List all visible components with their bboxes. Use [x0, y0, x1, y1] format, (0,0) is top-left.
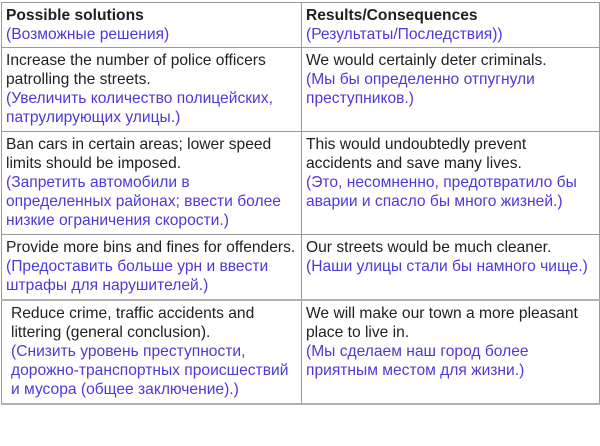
header-results-ru: (Результаты/Последствия)) — [306, 26, 503, 43]
header-solutions-ru: (Возможные решения) — [6, 26, 170, 43]
result-text-ru: (Мы сделаем наш город более приятным местом для жизни.) — [306, 343, 529, 379]
solution-text-ru: (Снизить уровень преступности, дорожно-транспортных происшествий и мусора (общее заключение).) — [11, 343, 289, 398]
solution-text-ru: (Запретить автомобили в определенных районах; ввести более низкие ограничения скорости.) — [6, 174, 281, 229]
table-row — [2, 235, 600, 301]
table-row — [2, 48, 600, 132]
solution-text-en: Provide more bins and fines for offenders. — [6, 239, 296, 256]
result-cell — [302, 132, 600, 235]
header-cell-solutions — [2, 3, 302, 48]
table-row — [2, 132, 600, 235]
solution-text-ru: (Предоставить больше урн и ввести штрафы для нарушителей.) — [6, 258, 269, 294]
solution-cell — [2, 300, 302, 404]
solution-text-en: Ban cars in certain areas; lower speed limits should be imposed. — [6, 136, 272, 172]
result-text-ru: (Это, несомненно, предотвратило бы аварии и спасло бы много жизней.) — [306, 174, 577, 210]
result-text-en: Our streets would be much cleaner. — [306, 239, 552, 256]
result-cell — [302, 300, 600, 404]
table-header-row — [2, 3, 600, 48]
result-cell — [302, 48, 600, 132]
header-results-en: Results/Consequences — [306, 7, 478, 24]
solutions-table — [1, 2, 600, 405]
result-cell — [302, 235, 600, 301]
table-row — [2, 300, 600, 404]
header-cell-results — [302, 3, 600, 48]
result-text-en: We will make our town a more pleasant place to live in. — [306, 305, 578, 341]
result-text-ru: (Наши улицы стали бы намного чище.) — [306, 258, 588, 275]
result-text-ru: (Мы бы определенно отпугнули преступников.) — [306, 71, 535, 107]
header-solutions-en: Possible solutions — [6, 7, 144, 24]
solution-cell — [2, 48, 302, 132]
result-text-en: We would certainly deter criminals. — [306, 52, 547, 69]
solution-cell — [2, 235, 302, 301]
solution-text-ru: (Увеличить количество полицейских, патрулирующих улицы.) — [6, 90, 273, 126]
solution-text-en: Reduce crime, traffic accidents and littering (general conclusion). — [11, 305, 255, 341]
result-text-en: This would undoubtedly prevent accidents and save many lives. — [306, 136, 527, 172]
solution-cell — [2, 132, 302, 235]
solution-text-en: Increase the number of police officers patrolling the streets. — [6, 52, 266, 88]
